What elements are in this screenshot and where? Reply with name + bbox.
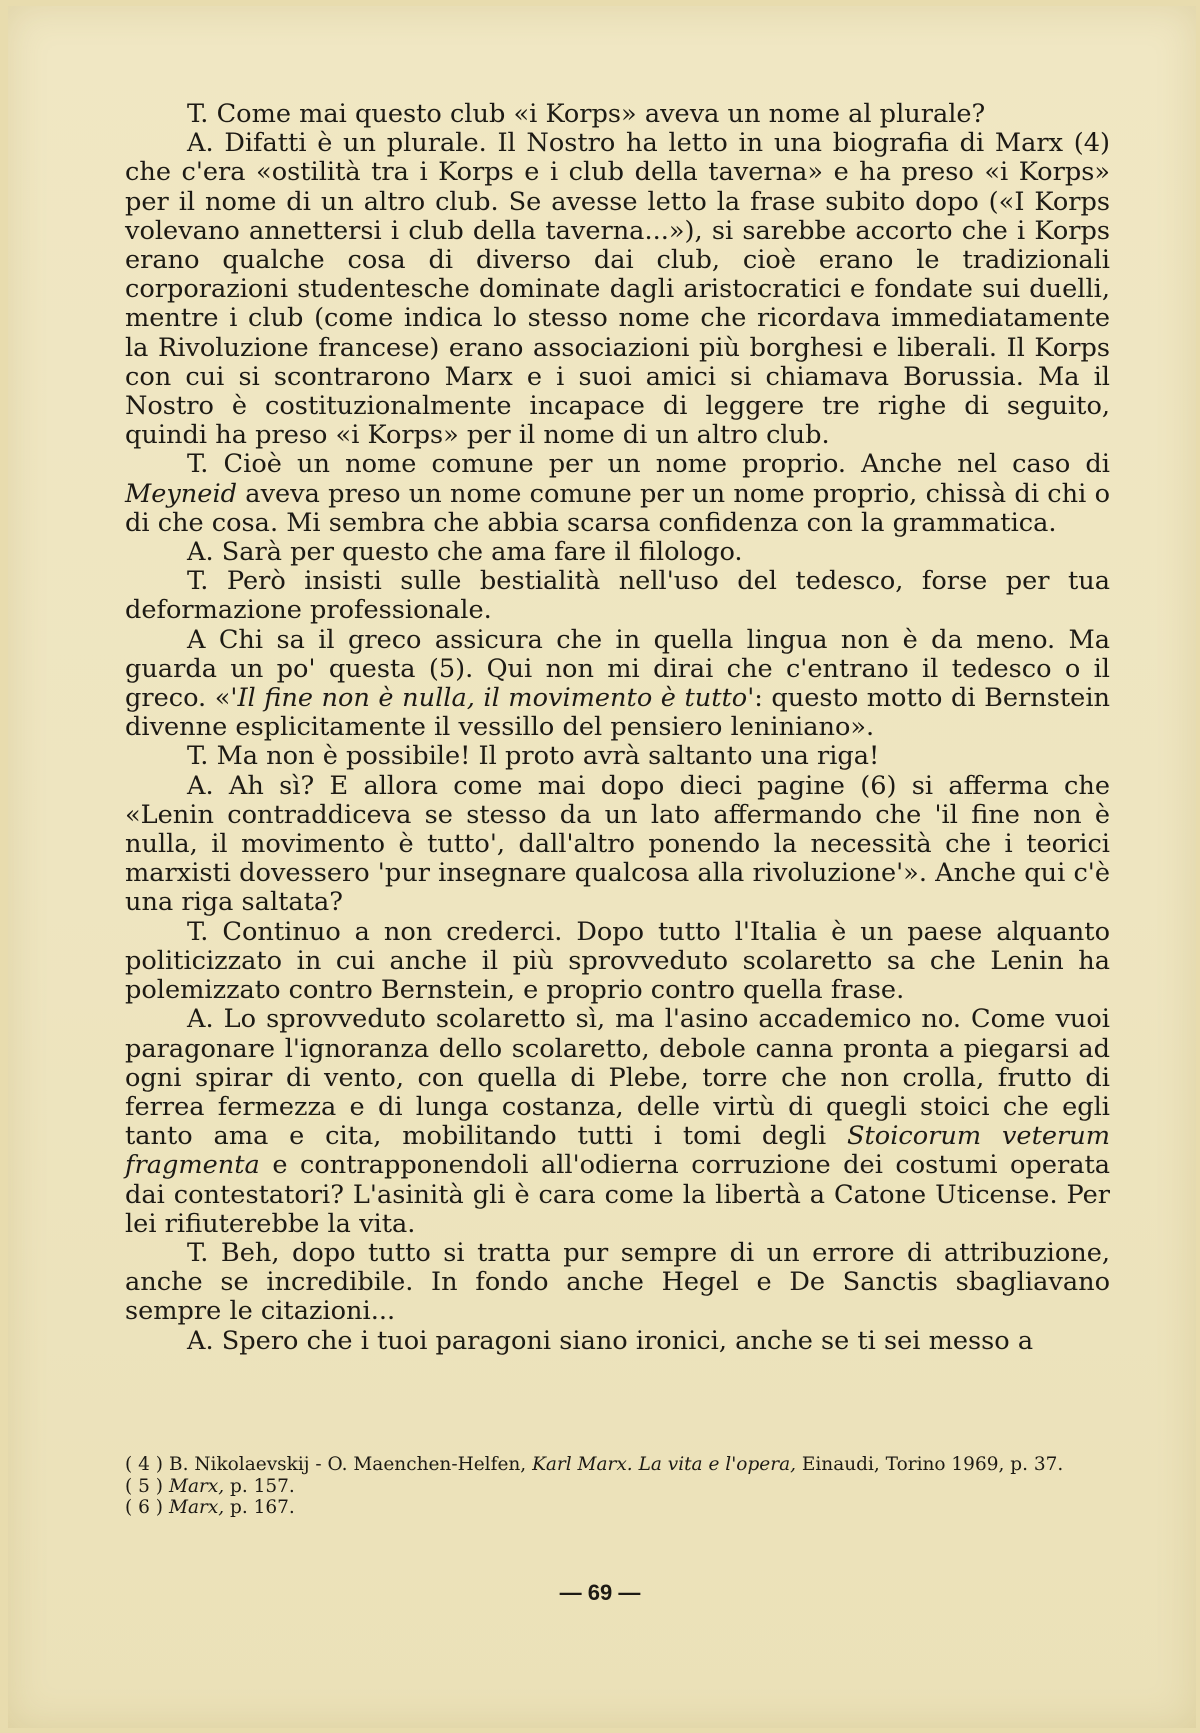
paragraph (125, 626, 1110, 743)
text-run: T. Cioè un nome comune per un nome proprio. Anche nel caso di (187, 449, 1110, 480)
footnotes (125, 1454, 1110, 1519)
text-run: : questo motto di Bernstein divenne esplicitamente il vessillo del pensiero leniniano». (125, 683, 1110, 743)
text-run: A Chi sa il greco assicura che in quella lingua non è da meno. Ma guarda un po' questa (5). Qui non mi dirai che c'entrano il tedesco o il greco. « (125, 624, 1110, 714)
paragraph: T. Però insisti sulle bestialità nell'uso del tedesco, forse per tua deformazione professionale. (125, 566, 1110, 626)
italic-quote: 'Il fine non è nulla, il movimento è tutto' (230, 683, 755, 714)
body-text (125, 100, 1110, 1356)
text-run: p. 157. (224, 1475, 295, 1497)
footnote (125, 1497, 1110, 1519)
text-run: e contrapponendoli all'odierna corruzione dei costumi operata dai contestatori? L'asinità gli è cara come la libertà a Catone Uticense. Per lei rifiuterebbe la vita. (125, 1150, 1110, 1239)
paragraph: A. Spero che i tuoi paragoni siano ironici, anche se ti sei messo a (187, 1325, 1034, 1356)
paragraph: A. Difatti è un plurale. Il Nostro ha letto in una biografia di Marx (4) che c'era «ostilità tra i Korps e i club della taverna» e ha preso «i Korps» per il nome di un altro club. Se avesse letto la frase subito dopo («I Korps volevano annettersi i club della taverna...»), si sarebbe accorto che i Korps erano qualche cosa di diverso dai club, cioè erano le tradizionali corporazioni studentesche dominate dagli aristocratici e fondate sui duelli, mentre i club (come indica lo stesso nome che ricordava immediatamente la Rivoluzione francese) erano associazioni più borghesi e liberali. Il Korps con cui si scontrarono Marx e i suoi amici si chiamava Borussia. Ma il Nostro è costituzionalmente incapace di leggere tre righe di seguito, quindi ha preso «i Korps» per il nome di un altro club. (125, 128, 1110, 451)
italic-term: Meyneid (125, 478, 238, 509)
paragraph: A. Ah sì? E allora come mai dopo dieci pagine (6) si afferma che «Lenin contraddiceva se stesso da un lato affermando che 'il fine non è nulla, il movimento è tutto', dall'altro ponendo la necessità che i teorici marxisti dovessero 'pur insegnare qualcosa alla rivoluzione'». Anche qui c'è una riga saltata? (125, 770, 1110, 918)
text-run: A. Lo sprovveduto scolaretto sì, ma l'asino accademico no. Come vuoi paragonare l'ignoranza dello scolaretto, debole canna pronta a piegarsi ad ogni spirar di vento, con quella di Plebe, torre che non crolla, frutto di ferrea fermezza e di lunga costanza, delle virtù di quegli stoici che egli tanto ama e cita, mobilitando tutti i tomi degli (125, 1004, 1110, 1152)
paragraph: T. Beh, dopo tutto si tratta pur sempre di un errore di attribuzione, anche se incredibile. In fondo anche Hegel e De Sanctis sbagliavano sempre le citazioni... (125, 1237, 1110, 1327)
footnote-number: ( 4 ) (125, 1454, 163, 1475)
paragraph (125, 1005, 1110, 1239)
text-run: B. Nikolaevskij - O. Maenchen-Helfen, (169, 1454, 533, 1475)
book-page (8, 6, 1196, 1728)
footnote-number: ( 5 ) (125, 1475, 163, 1497)
page-number: — 69 — (559, 1580, 641, 1605)
paragraph: T. Continuo a non crederci. Dopo tutto l'Italia è un paese alquanto politicizzato in cui anche il più sprovveduto scolaretto sa che Lenin ha polemizzato contro Bernstein, e proprio contro quella frase. (125, 916, 1110, 1006)
footnote (125, 1476, 1110, 1498)
footnote (125, 1454, 1110, 1476)
paragraph (125, 450, 1110, 538)
text-run: p. 167. (224, 1497, 295, 1518)
italic-title: Karl Marx. La vita e l'opera, (532, 1454, 796, 1475)
text-run: Einaudi, Torino 1969, p. 37. (796, 1454, 1064, 1475)
paragraph: T. Come mai questo club «i Korps» aveva un nome al plurale? (187, 99, 986, 129)
paragraph: A. Sarà per questo che ama fare il filologo. (187, 537, 743, 568)
italic-title: Stoicorum veterum fragmenta (125, 1121, 1110, 1181)
paragraph: T. Ma non è possibile! Il proto avrà saltanto una riga! (187, 741, 880, 772)
text-run: aveva preso un nome comune per un nome proprio, chissà di chi o di che cosa. Mi sembra che abbia scarsa confidenza con la grammatica. (125, 478, 1110, 538)
italic-title: Marx, (169, 1497, 225, 1518)
italic-title: Marx, (169, 1475, 225, 1497)
footnote-number: ( 6 ) (125, 1497, 163, 1518)
